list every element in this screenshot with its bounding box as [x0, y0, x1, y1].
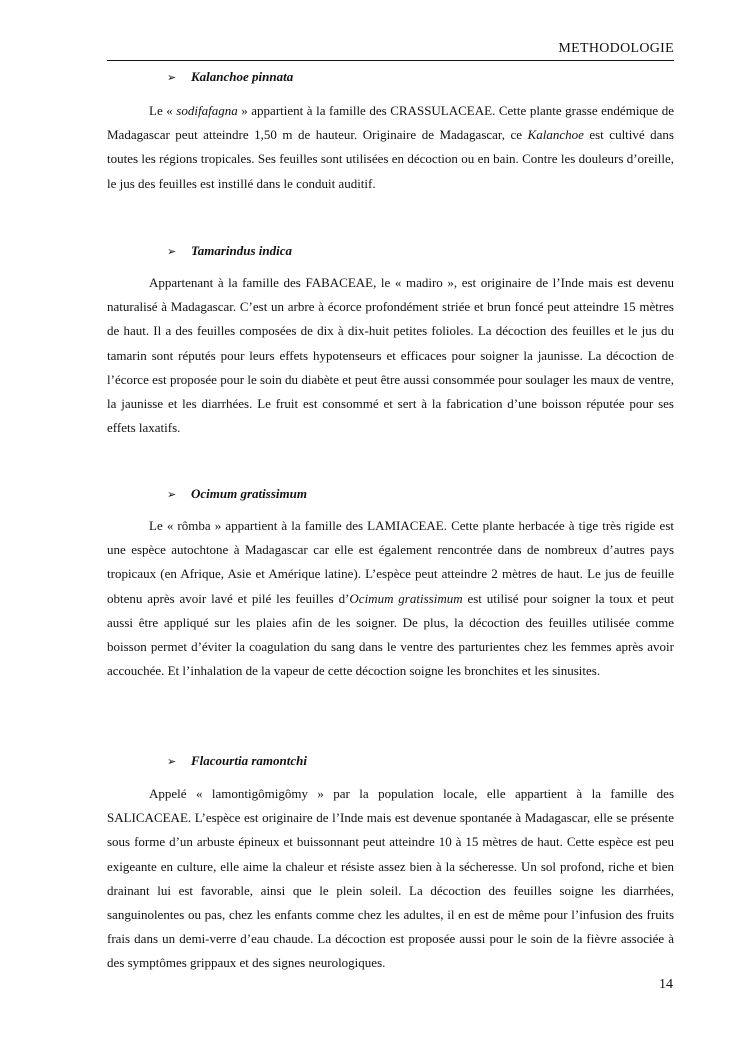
header-divider	[107, 60, 674, 61]
paragraph-text: est utilisé pour soigner la toux et peut aussi être appliqué sur les plaies afin de les soigner. De plus, la décoction des feuilles utilisée comme boisson permet d’éviter la coagulation du sang dans le ventre des parturientes chez les femmes après avoir accouchée. Et l’inhalation de la vapeur de cette décoction soigne les bronchites et les sinusites.	[107, 590, 674, 679]
italic-term: Ocimum gratissimum	[349, 590, 463, 606]
section-paragraph	[107, 782, 674, 976]
arrow-bullet-icon: ➢	[167, 245, 177, 258]
heading-text: Kalanchoe pinnata	[191, 69, 294, 84]
paragraph-text: Le « rômba » appartient à la famille des LAMIACEAE. Cette plante herbacée à tige très rigide est une espèce autochtone à Madagascar car elle est également rencontrée dans de nombreux d’autres pays tropicaux (en Afrique, Asie et Amérique latine). L’espèce peut atteindre 2 mètres de haut. Le jus de feuille obtenu après avoir lavé et pilé les feuilles d’	[107, 518, 674, 606]
section-heading	[167, 753, 307, 770]
section-paragraph	[107, 271, 674, 440]
running-header: METHODOLOGIE	[558, 41, 674, 56]
arrow-bullet-icon: ➢	[167, 71, 177, 84]
paragraph-text: est cultivé dans toutes les régions tropicales. Ses feuilles sont utilisées en décoction ou en bain. Contre les douleurs d’oreille, le jus des feuilles est instillé dans le conduit auditif.	[107, 127, 674, 191]
section-heading	[167, 243, 292, 260]
italic-term: sodifafagna	[176, 103, 238, 118]
arrow-bullet-icon: ➢	[167, 488, 177, 501]
page-number: 14	[659, 977, 673, 992]
paragraph-text: Le «	[149, 103, 177, 118]
heading-text: Flacourtia ramontchi	[191, 753, 307, 768]
paragraph-text: Appartenant à la famille des FABACEAE, le « madiro », est originaire de l’Inde mais est devenu naturalisé à Madagascar. C’est un arbre à écorce profondément striée et brun foncé peut atteindre 15 mètres de haut. Il a des feuilles composées de dix à dix-huit petites folioles. La décoction des feuilles et le jus du tamarin sont réputés pour leurs effets hypotenseurs et efficaces pour soigner la jaunisse. La décoction de l’écorce est proposée pour le soin du diabète et peut être aussi consommée pour soulager les maux de ventre, la jaunisse et les diarrhées. Le fruit est consommé et sert à la fabrication d’une boisson réputée pour ses effets laxatifs.	[107, 275, 674, 436]
section-heading	[167, 486, 307, 503]
paragraph-text: Appelé « lamontigômigômy » par la population locale, elle appartient à la famille des SALICACEAE. L’espèce est originaire de l’Inde mais est devenue spontanée à Madagascar, elle se présente sous forme d’un arbuste épineux et buissonnant peut atteindre 10 à 15 mètres de haut. Cette espèce est peu exigeante en culture, elle aime la chaleur et résiste assez bien à la sécheresse. Un sol profond, riche et bien drainant lui est favorable, ainsi que le plein soleil. La décoction des feuilles soigne les diarrhées, sanguinolentes ou pas, chez les enfants comme chez les adultes, il en est de même pour l’infusion des fruits frais dans un demi-verre d’eau chaude. La décoction est proposée aussi pour le soin de la fièvre associée à des symptômes grippaux et des signes neurologiques.	[107, 786, 674, 971]
arrow-bullet-icon: ➢	[167, 755, 177, 768]
heading-text: Tamarindus indica	[191, 243, 293, 258]
italic-term: Kalanchoe	[527, 127, 584, 143]
section-paragraph	[107, 99, 674, 196]
section-heading	[167, 69, 293, 86]
heading-text: Ocimum gratissimum	[191, 486, 307, 501]
paragraph-text: » appartient à la famille des CRASSULACEAE. Cette plante grasse endémique de Madagascar peut atteindre 1,50 m de hauteur. Originaire de Madagascar, ce	[107, 103, 675, 143]
section-paragraph	[107, 514, 674, 683]
